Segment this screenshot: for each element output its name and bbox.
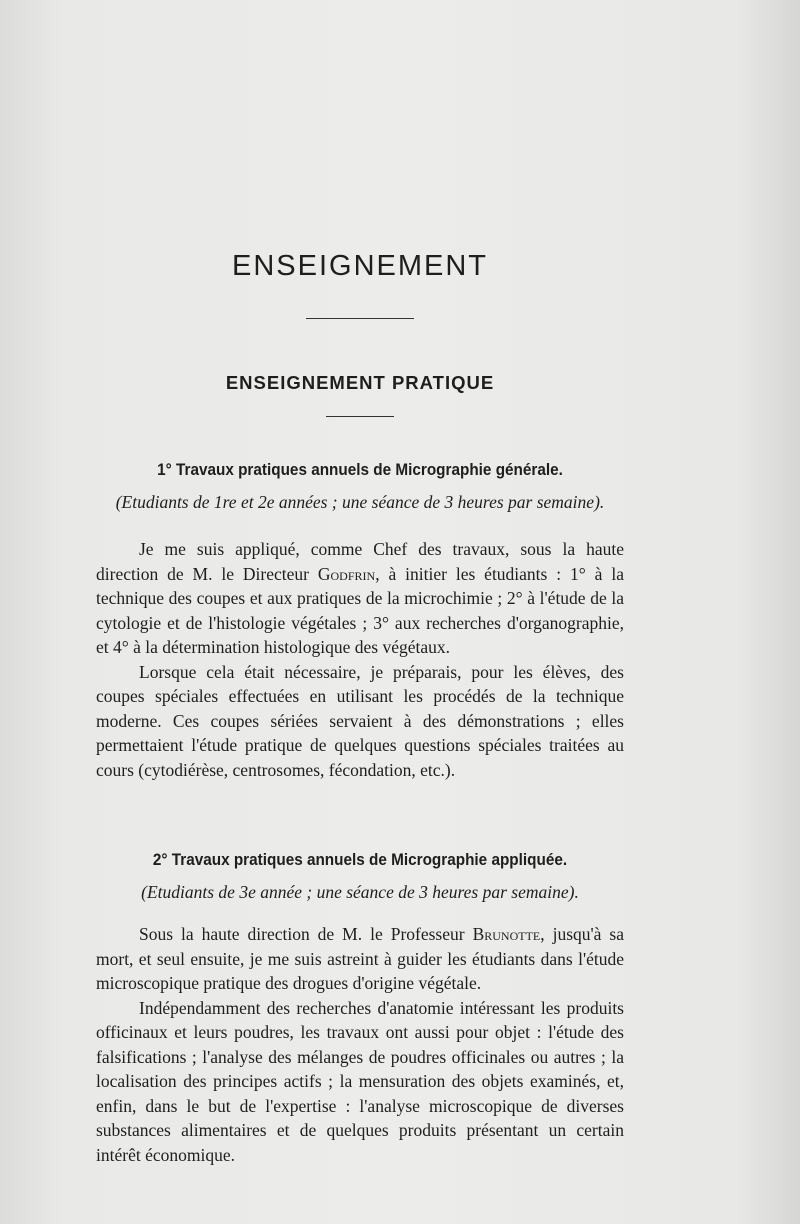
person-name: Brunotte [472,924,541,944]
section-title: ENSEIGNEMENT PRATIQUE [225,372,495,393]
section-2-note: (Etudiants de 3e année ; une séance de 3 heures par semaine). [141,882,579,902]
paragraph [96,922,624,996]
paragraph-text: , à initier les étudiants : 1° à la technique des coupes et aux pratiques de la microchimie ; 2° à l'étude de la cytologie et de l'histologie végétales ; 3° aux recherches d'organographie, et 4° à la détermination histologique des végétaux. [96,563,624,657]
section-divider [326,416,394,417]
paragraph-text: , jusqu'à sa mort, et seul ensuite, je me suis astreint à guider les étudiants dans l'étude microscopique pratique des drogues d'origine végétale. [96,924,624,993]
section-2-heading: 2° Travaux pratiques annuels de Micrographie appliquée. [152,850,568,869]
section-1-note: (Etudiants de 1re et 2e années ; une séance de 3 heures par semaine). [115,492,605,512]
paragraph: Lorsque cela était nécessaire, je préparais, pour les élèves, des coupes spéciales effectuées en utilisant les procédés de la technique moderne. Ces coupes sériées servaient à des démonstrations ; elles permettaient l'étude pratique de quelques questions spéciales traitées au cours (cytodiérèse, centrosomes, fécondation, etc.). [96,661,624,780]
title-divider [306,318,414,319]
section-2-body [96,922,624,1167]
paragraph-text: Je me suis appliqué, comme Chef des travaux, sous la haute direction de M. le Directeur [96,539,624,584]
page-title: ENSEIGNEMENT [231,250,489,282]
person-name: Godfrin [317,563,376,584]
paragraph [96,537,624,660]
section-1-heading: 1° Travaux pratiques annuels de Micrographie générale. [157,460,563,479]
paragraph: Indépendamment des recherches d'anatomie intéressant les produits officinaux et leurs poudres, les travaux ont aussi pour objet : l'étude des falsifications ; l'analyse des mélanges de poudres officinales ou autres ; la localisation des principes actifs ; la mensuration des objets examinés, et, enfin, dans le but de l'expertise : l'analyse microscopique de diverses substances alimentaires et de quelques produits présentant un certain intérêt économique. [96,997,624,1165]
page-content [96,0,624,1224]
paragraph-text: Sous la haute direction de M. le Professeur [139,924,473,944]
section-1-body [96,537,624,782]
